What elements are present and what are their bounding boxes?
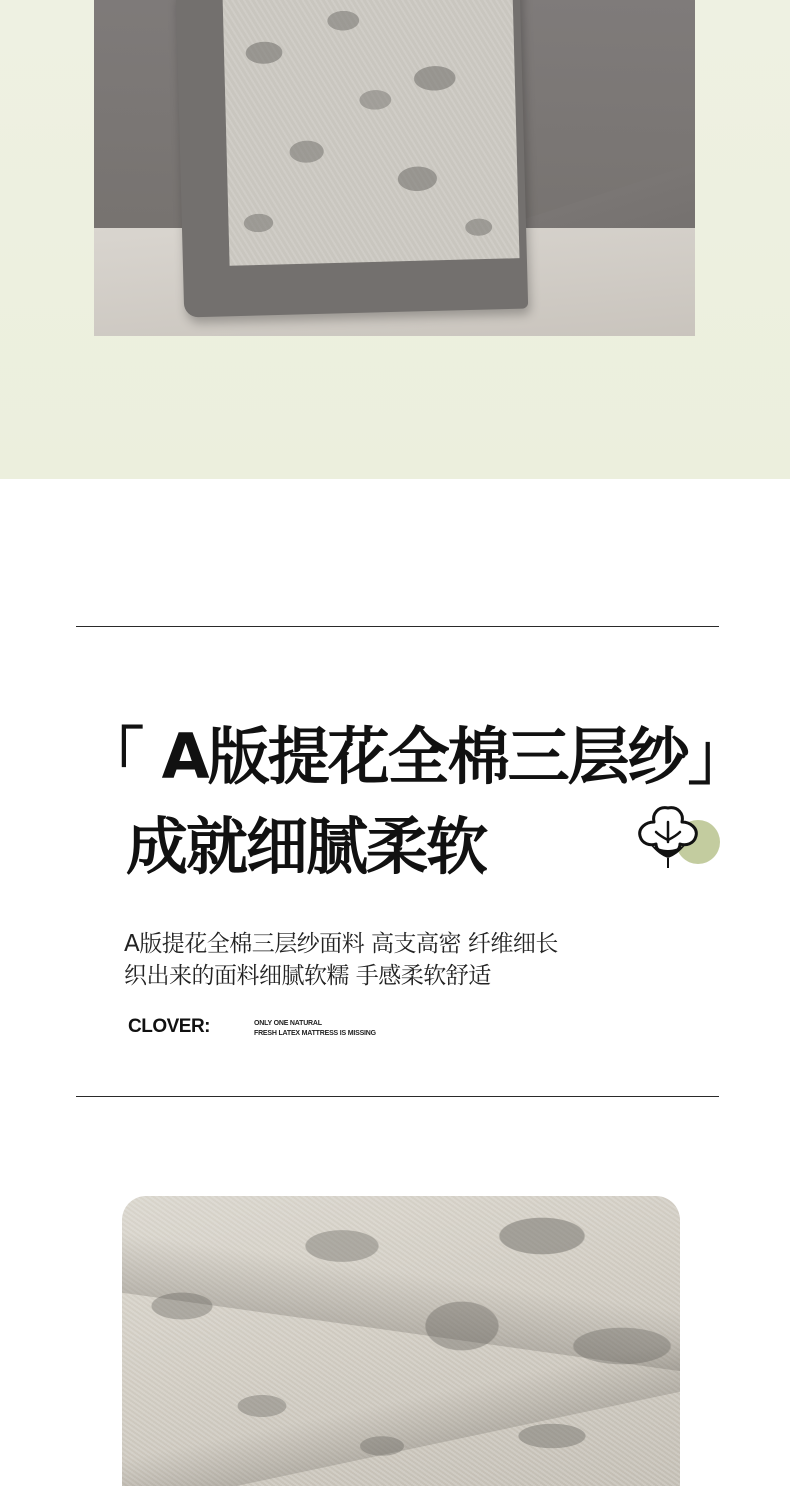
brand-tagline-line-2: FRESH LATEX MATTRESS IS MISSING <box>254 1030 376 1037</box>
quilt-on-bed-photo <box>94 0 695 336</box>
divider-bottom <box>76 1096 719 1097</box>
divider-top <box>76 626 719 627</box>
description-line-2: 织出来的面料细腻软糯 手感柔软舒适 <box>124 963 491 989</box>
headline-line-1: 「 A版提花全棉三层纱」 <box>82 720 748 793</box>
top-photo-section <box>0 0 790 479</box>
headline-line-2: 成就细腻柔软 <box>126 810 487 883</box>
cotton-flower-icon <box>634 802 726 874</box>
brand-name: CLOVER: <box>128 1016 210 1037</box>
fabric-closeup-photo <box>122 1196 680 1486</box>
brand-tagline-line-1: ONLY ONE NATURAL <box>254 1020 322 1027</box>
description-line-1: A版提花全棉三层纱面料 高支高密 纤维细长 <box>124 931 558 957</box>
brand-tagline <box>254 1019 376 1039</box>
jacquard-quilt-panel <box>222 0 519 266</box>
